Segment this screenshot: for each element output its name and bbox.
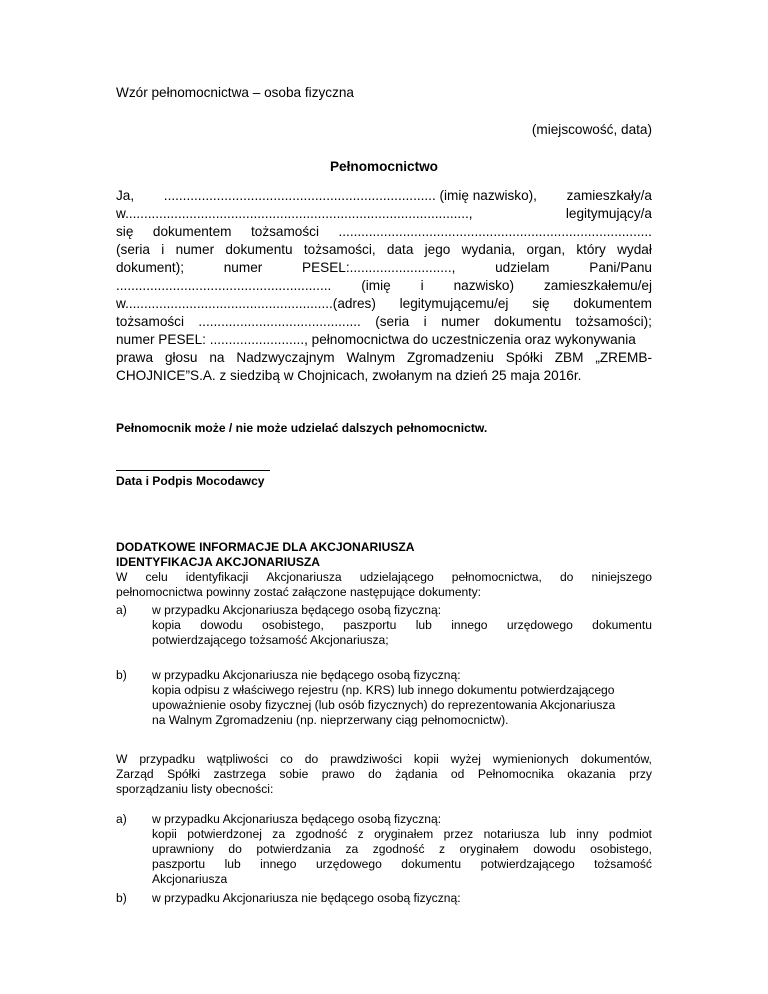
- word: Spółki: [505, 350, 543, 365]
- word: organ,: [526, 242, 566, 257]
- doubt-paragraph-line: sporządzaniu listy obecności:: [116, 782, 274, 796]
- word: ........................................................................ (imię nazwisko),: [163, 188, 537, 203]
- word: osobistego,: [262, 618, 324, 632]
- ident-intro-line: [116, 570, 652, 585]
- signature-label: Data i Podpis Mocodawcy: [116, 474, 265, 488]
- word: pełnomocnictwa,: [451, 570, 542, 584]
- word: zamieszkały/a: [566, 188, 652, 203]
- body-line: [116, 259, 652, 276]
- word: osobistego,: [590, 842, 652, 856]
- word: Pełnomocnika: [477, 767, 554, 781]
- word: tożsamości,: [303, 242, 376, 257]
- word: głosu: [164, 350, 198, 365]
- word: urzędowego: [315, 857, 382, 871]
- body-line: CHOJNICE”S.A. z siedzibą w Chojnicach, zwołanym na dzień 25 maja 2016r.: [116, 368, 582, 383]
- word: z: [439, 842, 446, 856]
- word: kopia: [152, 618, 181, 632]
- word: dokument);: [116, 260, 185, 275]
- word: przez: [443, 827, 474, 841]
- list-item-line: [152, 618, 652, 633]
- list-item-line: potwierdzającego tożsamość Akcjonariusza;: [152, 633, 389, 647]
- list-marker: a): [116, 812, 127, 826]
- word: podmiot: [608, 827, 652, 841]
- ident-intro-line: pełnomocnictwa powinny zostać załączone następujące dokumenty:: [116, 585, 482, 599]
- word: numer: [175, 242, 215, 257]
- list-item-title: w przypadku Akcjonariusza nie będącego osobą fizyczną:: [152, 668, 461, 682]
- list-item-title: w przypadku Akcjonariusza będącego osobą fizyczną:: [152, 603, 442, 617]
- word: Spółki: [167, 767, 201, 781]
- word: do: [368, 767, 382, 781]
- word: do: [228, 842, 242, 856]
- word: Walnym: [346, 350, 396, 365]
- word: (seria: [116, 242, 150, 257]
- body-line: [116, 205, 652, 222]
- word: legitymującemu/ej: [399, 296, 509, 311]
- word: nazwisko): [453, 278, 515, 293]
- word: Nadzwyczajnym: [236, 350, 335, 365]
- body-line: [116, 241, 652, 258]
- word: identyfikacji: [185, 570, 249, 584]
- word: Zgromadzeniu: [406, 350, 494, 365]
- info-heading: DODATKOWE INFORMACJE DLA AKCJONARIUSZA: [116, 540, 415, 554]
- list-item-title: w przypadku Akcjonariusza będącego osobą fizyczną:: [152, 812, 442, 826]
- word: numer: [441, 314, 480, 329]
- word: dokumentu: [401, 857, 462, 871]
- word: wyżej: [450, 752, 481, 766]
- word: (seria: [375, 314, 410, 329]
- list-item-line: [152, 827, 652, 842]
- word: tożsamość: [594, 857, 652, 871]
- word: żądania: [395, 767, 438, 781]
- body-line: [116, 223, 652, 240]
- list-marker: b): [116, 668, 127, 682]
- word: uprawniony: [152, 842, 214, 856]
- list-item-line: na Walnym Zgromadzeniu (np. nieprzerwany ciąg pełnomocnictw).: [152, 713, 509, 727]
- word: kopii: [152, 827, 177, 841]
- body-line: [116, 313, 652, 330]
- word: legitymujący/a: [565, 206, 652, 221]
- word: prawo: [321, 767, 355, 781]
- signature-line: [116, 470, 270, 471]
- word: Zarząd: [116, 767, 154, 781]
- word: i: [423, 314, 427, 329]
- word: udzielam: [495, 260, 550, 275]
- word: wątpliwości: [207, 752, 269, 766]
- word: dowodu: [200, 618, 243, 632]
- word: okazania: [567, 767, 616, 781]
- word: dokumentem: [573, 296, 652, 311]
- doubt-paragraph-line: [116, 752, 652, 767]
- word: inny: [576, 827, 599, 841]
- word: .........................................................: [116, 278, 332, 293]
- place-date-label: (miejscowość, data): [531, 122, 652, 137]
- word: co: [280, 752, 293, 766]
- word: i: [420, 278, 424, 293]
- word: zgodność: [295, 827, 348, 841]
- list-item-line: kopia odpisu z właściwego rejestru (np. KRS) lub innego dokumentu potwierdzającego: [152, 683, 615, 697]
- word: dokumentu: [592, 618, 652, 632]
- word: innego: [451, 618, 488, 632]
- word: tożsamości);: [575, 314, 652, 329]
- word: za: [272, 827, 286, 841]
- word: ...........................................: [198, 314, 361, 329]
- word: w.......................................................(adres): [116, 296, 376, 311]
- list-item-title: w przypadku Akcjonariusza nie będącego osobą fizyczną:: [152, 891, 461, 905]
- word: dokumentów,: [580, 752, 652, 766]
- word: lub: [549, 827, 566, 841]
- word: wydania,: [461, 242, 516, 257]
- power-of-attorney-heading: Pełnomocnictwo: [329, 159, 438, 174]
- word: potwierdzającego: [480, 857, 575, 871]
- word: Ja,: [116, 188, 135, 203]
- word: paszportu: [152, 857, 206, 871]
- word: udzielającego: [359, 570, 434, 584]
- word: celu: [145, 570, 168, 584]
- word: W: [116, 570, 128, 584]
- word: i: [161, 242, 165, 257]
- word: ...................................................................................: [338, 224, 652, 239]
- word: do: [304, 752, 319, 766]
- word: urzędowego: [506, 618, 573, 632]
- word: niniejszego: [591, 570, 652, 584]
- word: Akcjonariusza: [266, 570, 342, 584]
- word: wymienionych: [492, 752, 569, 766]
- word: od: [450, 767, 465, 781]
- word: się: [116, 224, 134, 239]
- body-line: [116, 277, 652, 294]
- word: dokumentu: [494, 314, 562, 329]
- word: paszportu: [343, 618, 397, 632]
- word: dowodu: [533, 842, 576, 856]
- word: prawa: [116, 350, 154, 365]
- body-line: numer PESEL: ........................., pełnomocnictwa do uczestniczenia oraz wykonywania: [116, 332, 636, 347]
- word: dokumentu: [225, 242, 293, 257]
- word: w...........................................................................................,: [116, 206, 473, 221]
- word: „ZREMB-: [595, 350, 652, 365]
- word: potwierdzonej: [187, 827, 262, 841]
- list-marker: a): [116, 603, 127, 617]
- word: zamieszkałemu/ej: [543, 278, 652, 293]
- word: zgodność: [372, 842, 425, 856]
- word: z: [357, 827, 364, 841]
- body-line: [116, 187, 652, 204]
- word: wydał: [617, 242, 652, 257]
- word: PESEL:...........................,: [302, 260, 456, 275]
- word: na: [209, 350, 225, 365]
- word: innego: [260, 857, 297, 871]
- word: notariusza: [483, 827, 540, 841]
- list-item-line: upoważnienie osoby fizycznej (lub osób fizycznych) do reprezentowania Akcjonariusza: [152, 698, 616, 712]
- word: który: [576, 242, 606, 257]
- word: przy: [629, 767, 652, 781]
- word: Pani/Panu: [589, 260, 652, 275]
- body-line: [116, 349, 652, 366]
- word: kopii: [413, 752, 439, 766]
- word: sobie: [279, 767, 309, 781]
- doubt-paragraph-line: [116, 767, 652, 782]
- word: prawdziwości: [330, 752, 403, 766]
- list-item-line: Akcjonariusza: [152, 872, 228, 886]
- word: lub: [224, 857, 241, 871]
- word: (imię: [361, 278, 391, 293]
- word: tożsamości: [116, 314, 184, 329]
- word: data: [386, 242, 414, 257]
- identification-heading: IDENTYFIKACJA AKCJONARIUSZA: [116, 555, 321, 569]
- word: jego: [424, 242, 451, 257]
- word: zastrzega: [213, 767, 266, 781]
- word: się: [532, 296, 550, 311]
- list-item-line: [152, 857, 652, 872]
- word: potwierdzania: [256, 842, 331, 856]
- body-line: [116, 295, 652, 312]
- delegation-note: Pełnomocnik może / nie może udzielać dalszych pełnomocnictw.: [116, 421, 488, 435]
- word: tożsamości: [250, 224, 319, 239]
- word: dokumentem: [152, 224, 232, 239]
- word: oryginałem: [374, 827, 434, 841]
- word: oryginałem: [459, 842, 519, 856]
- list-marker: b): [116, 891, 127, 905]
- word: przypadku: [139, 752, 196, 766]
- word: W: [116, 752, 128, 766]
- word: do: [559, 570, 574, 584]
- word: lub: [415, 618, 432, 632]
- list-item-line: [152, 842, 652, 857]
- word: za: [345, 842, 359, 856]
- word: ZBM: [554, 350, 584, 365]
- word: numer: [223, 260, 263, 275]
- document-title: Wzór pełnomocnictwa – osoba fizyczna: [116, 85, 354, 100]
